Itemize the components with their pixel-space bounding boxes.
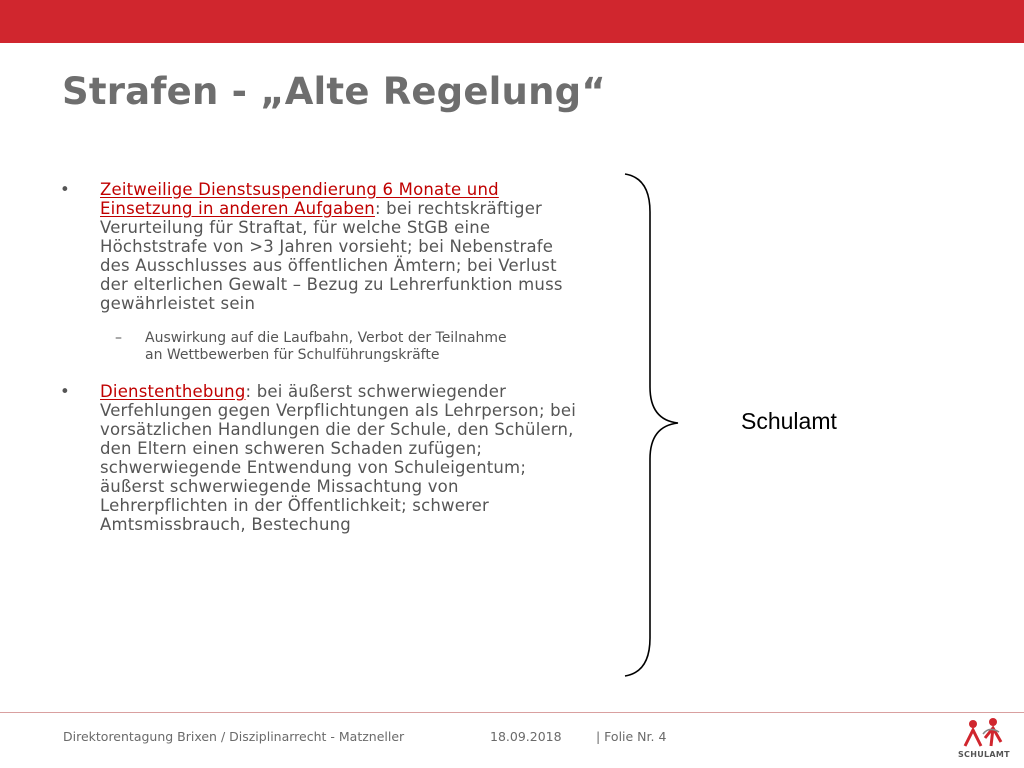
slide-title: Strafen - „Alte Regelung“ (62, 70, 606, 113)
footer-event: Direktorentagung Brixen / Disziplinarrecht - Matzneller (63, 729, 405, 744)
footer-slide-number: | Folie Nr. 4 (596, 729, 667, 744)
sub-bullet-career (60, 330, 515, 364)
dash-marker: – (115, 330, 122, 346)
bullet-dot: • (60, 382, 70, 401)
footer-divider (0, 712, 1024, 713)
bullet-removal-text: : bei äußerst schwerwiegender Verfehlungen gegen Verpflichtungen als Lehrperson; bei vorsätzlichen Handlungen die der Schule, den Schülern, den Eltern einen schweren Schaden zufügen; schwerwiegende Entwendung von Schuleigentum; äußerst schwerwiegende Missachtung von Lehrerpflichten in der Öffentlichkeit; schwerer Amtsmissbrauch, Bestechung (100, 382, 576, 534)
footer-date: 18.09.2018 (490, 729, 562, 744)
bullet-suspension (60, 180, 580, 313)
bullet-dot: • (60, 180, 70, 199)
bullet-suspension-highlight: Zeitweilige Dienstsuspendierung 6 Monate und Einsetzung in anderen Aufgaben (100, 180, 499, 218)
slide-content (60, 180, 580, 534)
bullet-suspension-text: : bei rechtskräftiger Verurteilung für Straftat, für welche StGB eine Höchststrafe von >3 Jahren vorsieht; bei Nebenstrafe des Ausschlusses aus öffentlichen Ämtern; bei Verlust der elterlichen Gewalt – Bezug zu Lehrerfunktion muss gewährleistet sein (100, 199, 563, 313)
top-accent-bar (0, 0, 1024, 43)
logo-text: SCHULAMT (958, 750, 1010, 759)
bullet-removal-highlight: Dienstenthebung (100, 382, 246, 401)
right-curly-brace (620, 172, 680, 678)
bullet-removal (60, 382, 580, 534)
sub-bullet-career-text: Auswirkung auf die Laufbahn, Verbot der Teilnahme an Wettbewerben für Schulführungskräfte (145, 330, 507, 363)
brace-label: Schulamt (741, 408, 837, 434)
